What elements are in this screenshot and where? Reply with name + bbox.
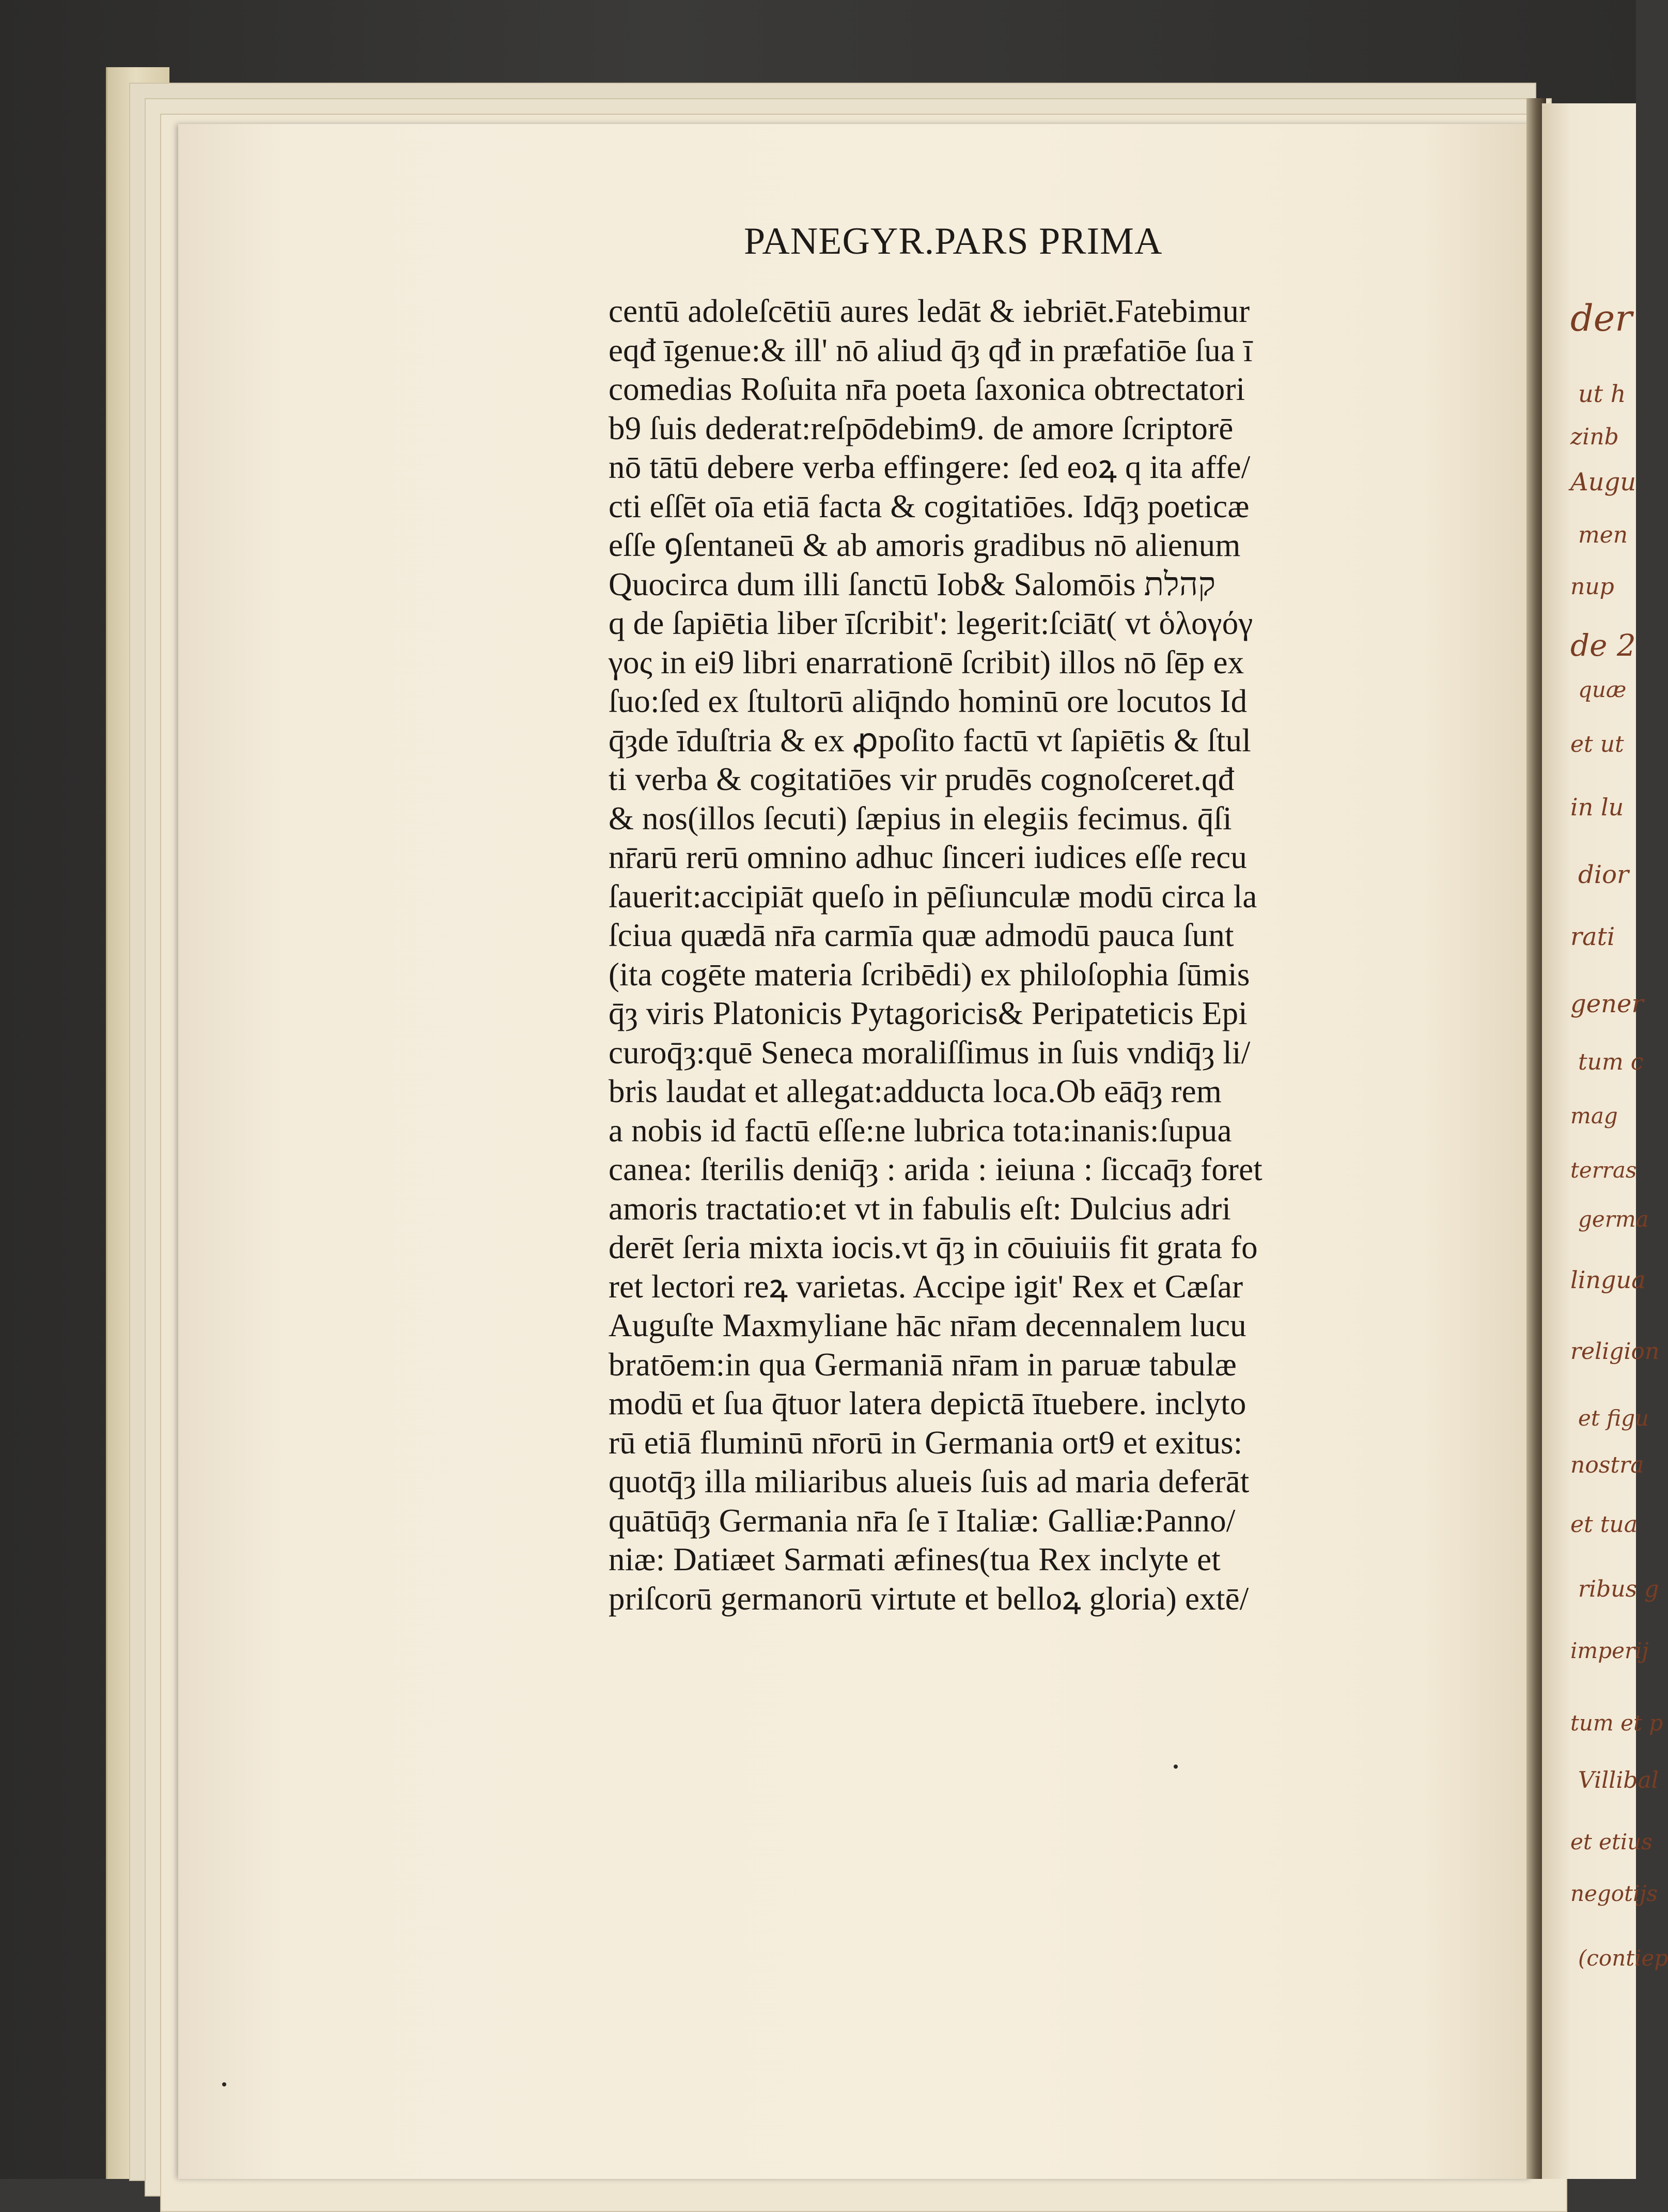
marginal-note: et etius: [1570, 1829, 1653, 1854]
marginal-note: ut h: [1578, 380, 1626, 408]
text-line: ti verba & cogitatiōes vir prudēs cognoſceret.qđ: [609, 761, 1235, 797]
text-line: q̄ȝde īduſtria & ex ꝓpoſito factū vt ſapiētis & ſtul: [609, 722, 1251, 759]
marginal-note: religion: [1570, 1338, 1660, 1365]
text-line: nr̄arū rerū omnino adhuc ſinceri iudices eſſe recu: [609, 839, 1248, 875]
marginal-note: et tua: [1570, 1511, 1638, 1538]
text-line: curoq̄ȝ:quē Seneca moraliſſimus in ſuis vndiq̄ȝ li/: [609, 1034, 1251, 1071]
text-line: priſcorū germanorū virtute et belloꝝ gloria) extē/: [609, 1580, 1249, 1617]
text-line: γος in ei9 libri enarrationē ſcribit) illos nō ſēp ex: [609, 644, 1244, 680]
text-line: centū adoleſcētiū aures ledāt & iebriēt.Fatebimur: [609, 293, 1250, 329]
marginal-note: der: [1570, 297, 1632, 339]
text-line: Quocirca dum illi ſanctū Iob& Salomōis קהלת: [609, 566, 1216, 602]
text-line: quātūq̄ȝ Germania nr̄a ſe ī Italiæ: Galliæ:Panno/: [609, 1502, 1236, 1539]
text-line: Auguſte Maxmyliane hāc nr̄am decennalem lucu: [609, 1307, 1246, 1343]
marginal-note: et ut: [1570, 731, 1624, 757]
marginal-note: imperij: [1570, 1638, 1649, 1663]
marginal-note: et figu: [1578, 1405, 1649, 1431]
running-header: PANEGYR.PARS PRIMA: [744, 220, 1163, 262]
marginal-note: de 2: [1570, 628, 1636, 663]
text-line: ſauerit:accipiāt queſo in pēſiunculæ modū circa la: [609, 878, 1257, 915]
marginal-note: germa: [1578, 1206, 1649, 1232]
marginal-note: tum et p: [1570, 1710, 1663, 1736]
marginal-note: mag: [1570, 1103, 1618, 1128]
text-line: eſſe ꝯſentaneū & ab amoris gradibus nō alienum: [609, 527, 1241, 563]
right-page-fragment: [1542, 103, 1636, 2179]
text-line: amoris tractatio:et vt in fabulis eſt: Dulcius adri: [609, 1190, 1231, 1227]
text-line: quotq̄ȝ illa miliaribus alueis ſuis ad maria deferāt: [609, 1463, 1250, 1499]
text-line: eqđ īgenue:& ill' nō aliud q̄ȝ qđ in præfatiōe ſua ī: [609, 332, 1253, 368]
text-block: [609, 292, 1404, 1618]
text-line: b9 ſuis dederat:reſpōdebim9. de amore ſcriptorē: [609, 410, 1234, 446]
marginal-note: terras: [1570, 1157, 1637, 1183]
text-line: cti eſſēt oīa etiā facta & cogitatiōes. Idq̄ȝ poeticæ: [609, 488, 1250, 524]
text-line: ſuo:ſed ex ſtultorū aliq̄ndo hominū ore locutos Id: [609, 683, 1248, 719]
marginal-note: rati: [1570, 922, 1615, 951]
marginal-note: negotijs: [1570, 1881, 1658, 1906]
marginal-note: quæ: [1578, 677, 1627, 702]
marginal-note: Augu: [1570, 468, 1636, 497]
text-line: ſciua quædā nr̄a carmīa quæ admodū pauca ſunt: [609, 917, 1234, 953]
text-line: canea: ſterilis deniq̄ȝ : arida : ieiuna : ſiccaq̄ȝ foret: [609, 1151, 1262, 1187]
text-line: derēt ſeria mixta iocis.vt q̄ȝ in cōuiuiis fit grata fo: [609, 1229, 1258, 1265]
marginal-note: nup: [1570, 574, 1614, 600]
marginal-note: ribus g: [1578, 1576, 1659, 1602]
text-line: modū et ſua q̄tuor latera depictā ītuebere. inclyto: [609, 1385, 1246, 1421]
marginal-note: (contiep: [1578, 1945, 1668, 1971]
text-line: nō tātū debere verba effingere: ſed eoꝝ q ita affe/: [609, 449, 1251, 485]
text-line: ret lectori reꝝ varietas. Accipe igit' Rex et Cæſar: [609, 1268, 1243, 1305]
marginal-note: gener: [1570, 989, 1644, 1018]
text-line: & nos(illos ſecuti) ſæpius in elegiis fecimus. q̄ſi: [609, 800, 1232, 837]
text-line: (ita cogēte materia ſcribēdi) ex philoſophia ſūmis: [609, 956, 1250, 993]
text-line: bratōem:in qua Germaniā nr̄am in paruæ tabulæ: [609, 1346, 1237, 1383]
text-line: q̄ȝ viris Platonicis Pytagoricis& Peripateticis Epi: [609, 995, 1248, 1031]
text-line: q de ſapiētia liber īſcribit': legerit:ſciāt( vt ὁλογόγ: [609, 605, 1253, 641]
ink-speck: [1174, 1765, 1178, 1769]
marginal-note: Villibal: [1578, 1767, 1659, 1793]
marginal-note: zinb: [1570, 424, 1619, 450]
marginal-note: men: [1578, 522, 1628, 548]
marginal-note: lingua: [1570, 1266, 1646, 1294]
text-line: niæ: Datiæet Sarmati æfines(tua Rex inclyte et: [609, 1541, 1221, 1577]
ink-speck: [222, 2082, 226, 2086]
text-line: a nobis id factū eſſe:ne lubrica tota:inanis:ſupua: [609, 1112, 1232, 1149]
text-line: bris laudat et allegat:adducta loca.Ob eāq̄ȝ rem: [609, 1073, 1222, 1109]
text-line: comedias Roſuita nr̄a poeta ſaxonica obtrectatori: [609, 371, 1245, 407]
marginal-note: in lu: [1570, 793, 1624, 821]
marginal-note: dior: [1578, 860, 1629, 889]
marginal-note: nostra: [1570, 1452, 1644, 1478]
text-line: rū etiā fluminū nr̄orū in Germania ort9 et exitus:: [609, 1424, 1243, 1461]
marginal-note: tum c: [1578, 1049, 1644, 1075]
